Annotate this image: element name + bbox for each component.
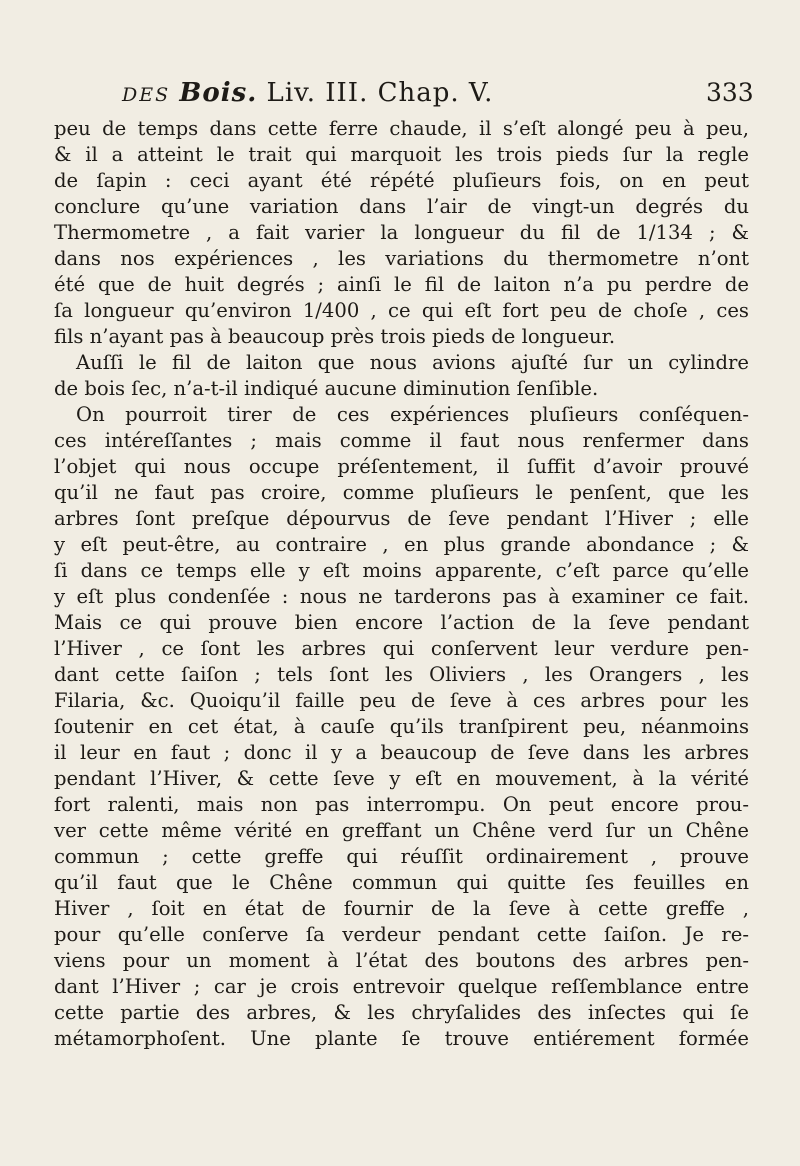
- text-line: conclure qu’une variation dans l’air de vingt-un degrés du: [54, 195, 749, 218]
- running-title-bois: Bois.: [179, 78, 258, 108]
- text-line: commun ; cette greffe qui réuſſit ordinairement , prouve: [54, 845, 749, 868]
- chapter-label: Liv. III. Chap. V.: [266, 78, 494, 108]
- text-line: fort ralenti, mais non pas interrompu. On peut encore prou-: [54, 793, 749, 816]
- text-line: ces intéreſſantes ; mais comme il faut nous renfermer dans: [54, 429, 749, 452]
- text-line: ſi dans ce temps elle y eſt moins apparente, c’eſt parce qu’elle: [54, 559, 749, 582]
- text-line: l’Hiver , ce ſont les arbres qui conſervent leur verdure pen-: [54, 637, 749, 660]
- text-line: pendant l’Hiver, & cette ſeve y eſt en mouvement, à la vérité: [54, 767, 749, 790]
- text-line: dant l’Hiver ; car je crois entrevoir quelque reſſemblance entre: [54, 975, 749, 998]
- text-line: été que de huit degrés ; ainſi le fil de laiton n’a pu perdre de: [54, 273, 749, 296]
- text-line: & il a atteint le trait qui marquoit les trois pieds ſur la regle: [54, 143, 749, 166]
- text-line: de bois ſec, n’a-t-il indiqué aucune diminution ſenſible.: [54, 377, 599, 400]
- text-line: de ſapin : ceci ayant été répété pluſieurs fois, on en peut: [54, 169, 749, 192]
- text-line: pour qu’elle conſerve ſa verdeur pendant cette ſaiſon. Je re-: [54, 923, 749, 946]
- text-line: dans nos expériences , les variations du thermometre n’ont: [54, 247, 749, 270]
- text-line: y eſt plus condenſée : nous ne tarderons pas à examiner ce fait.: [54, 585, 749, 608]
- text-line: qu’il ne faut pas croire, comme pluſieurs le penſent, que les: [54, 481, 749, 504]
- text-line: arbres ſont preſque dépourvus de ſeve pendant l’Hiver ; elle: [54, 507, 749, 530]
- text-line: ſoutenir en cet état, à cauſe qu’ils tranſpirent peu, néanmoins: [54, 715, 749, 738]
- running-header: [0, 76, 800, 116]
- running-title-des: DES: [122, 84, 171, 106]
- text-line: Filaria, &c. Quoiqu’il faille peu de ſeve à ces arbres pour les: [54, 689, 749, 712]
- text-line: Hiver , ſoit en état de fournir de la ſeve à cette greffe ,: [54, 897, 749, 920]
- text-line: y eſt peut-être, au contraire , en plus grande abondance ; &: [54, 533, 749, 556]
- text-line: métamorphoſent. Une plante ſe trouve entiérement formée: [54, 1027, 749, 1050]
- text-line: Auſſi le fil de laiton que nous avions ajuſté ſur un cylindre: [76, 351, 749, 374]
- text-line: il leur en faut ; donc il y a beaucoup de ſeve dans les arbres: [54, 741, 749, 764]
- text-line: cette partie des arbres, & les chryſalides des inſectes qui ſe: [54, 1001, 749, 1024]
- text-line: qu’il faut que le Chêne commun qui quitte ſes feuilles en: [54, 871, 749, 894]
- text-line: dant cette ſaiſon ; tels ſont les Oliviers , les Orangers , les: [54, 663, 749, 686]
- text-line: Mais ce qui prouve bien encore l’action de la ſeve pendant: [54, 611, 749, 634]
- text-line: Thermometre , a fait varier la longueur du fil de 1/134 ; &: [54, 221, 749, 244]
- running-title: [122, 78, 493, 108]
- text-line: l’objet qui nous occupe préſentement, il ſuffit d’avoir prouvé: [54, 455, 749, 478]
- text-line: peu de temps dans cette ferre chaude, il s’eſt alongé peu à peu,: [54, 117, 749, 140]
- text-line: On pourroit tirer de ces expériences pluſieurs conſéquen-: [76, 403, 749, 426]
- text-line: fils n’ayant pas à beaucoup près trois pieds de longueur.: [54, 325, 616, 348]
- text-line: viens pour un moment à l’état des boutons des arbres pen-: [54, 949, 749, 972]
- text-line: ver cette même vérité en greffant un Chêne verd ſur un Chêne: [54, 819, 749, 842]
- page-number: 333: [706, 78, 754, 107]
- text-line: ſa longueur qu’environ 1/400 , ce qui eſt fort peu de choſe , ces: [54, 299, 749, 322]
